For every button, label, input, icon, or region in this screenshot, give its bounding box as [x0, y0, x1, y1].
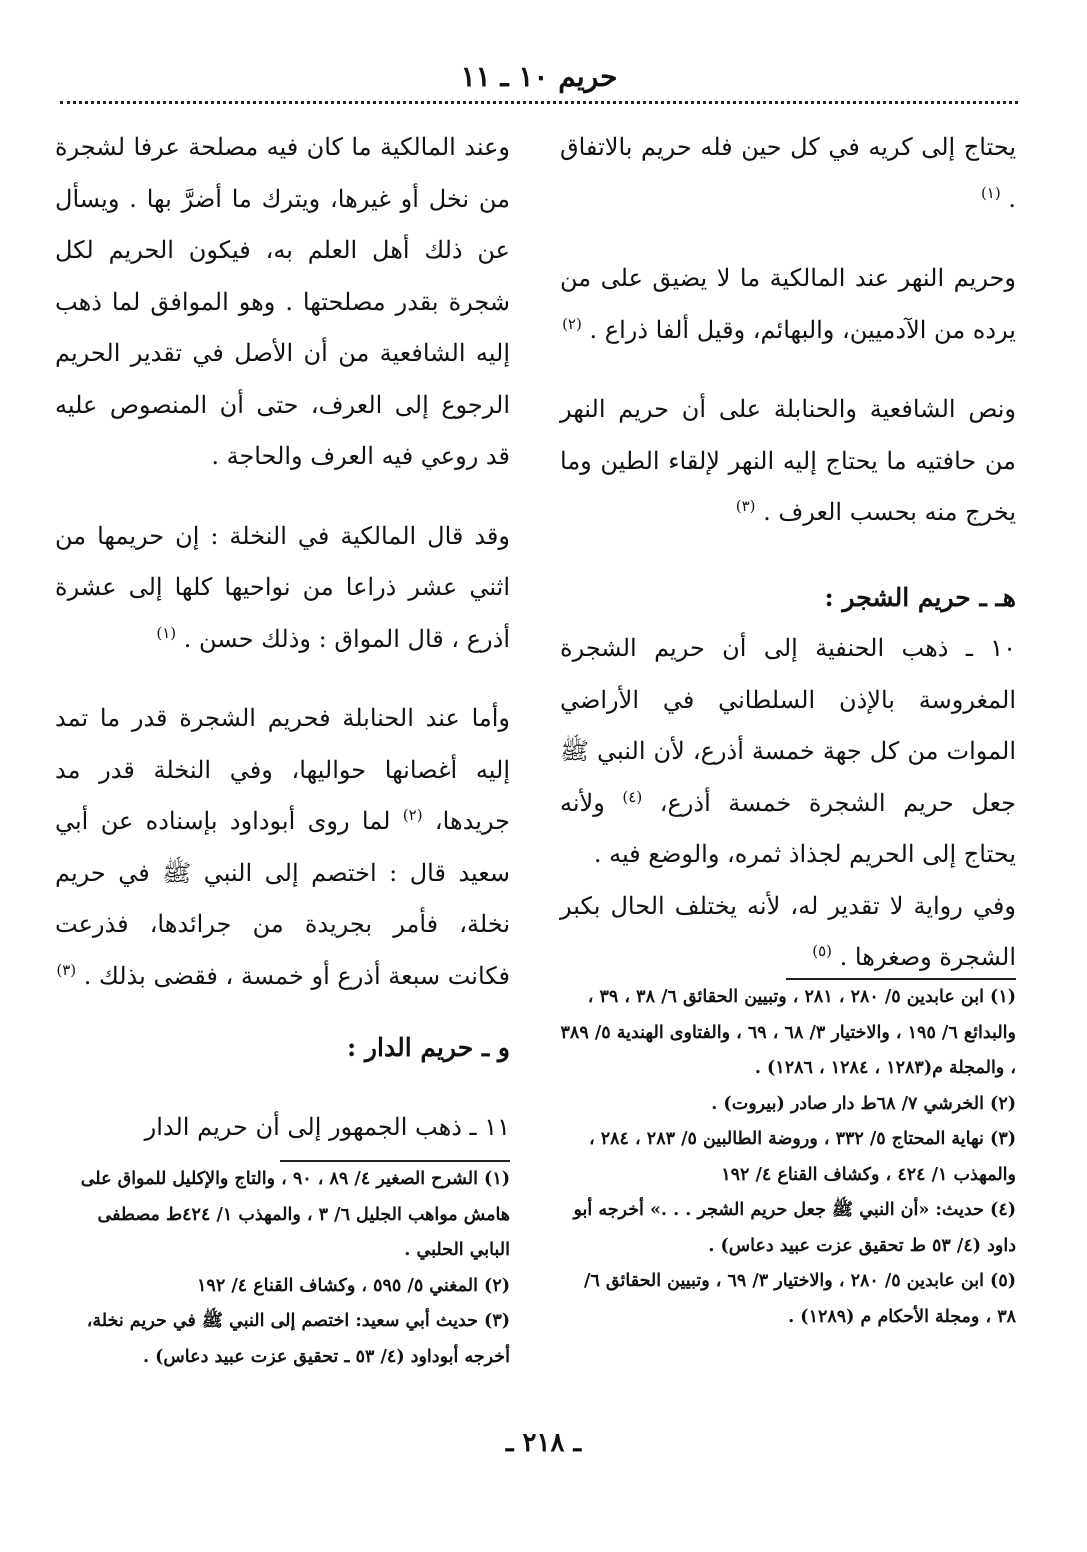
page-header: حريم ١٠ ـ ١١ [460, 60, 618, 93]
paragraph-text: ولأنه يحتاج إلى الحريم لجذاذ ثمره، والوضع فيه . [560, 788, 1016, 868]
right-column [560, 122, 1016, 984]
paragraph [55, 122, 510, 483]
footnote: (٤) حديث: «أن النبي ﷺ جعل حريم الشجر . . .» أخرجه أبو داود (٤/ ٥٣ ط تحقيق عزت عبيد دعاس) . [573, 1200, 1016, 1256]
footnote: (٥) ابن عابدين ٥/ ٢٨٠ ، والاختيار ٣/ ٦٩ ، وتبيين الحقائق ٦/ ٣٨ ، ومجلة الأحكام م (١٢٨٩) . [584, 1271, 1016, 1327]
paragraph-text: وحريم النهر عند المالكية ما لا يضيق على من يرده من الآدميين، والبهائم، وقيل ألفا ذراع . [560, 264, 1016, 344]
footnote: (١) الشرح الصغير ٤/ ٨٩ ، ٩٠ ، والتاج والإكليل للمواق على هامش مواهب الجليل ٦/ ٣ ، والمهذب ١/ ٤٢٤ط مصطفى البابي الحلبي . [80, 1169, 510, 1260]
footnote: (٣) حديث أبي سعيد: اختصم إلى النبي ﷺ في حريم نخلة، أخرجه أبوداود (٤/ ٥٣ ـ تحقيق عزت عبيد دعاس) . [86, 1311, 510, 1367]
paragraph [55, 511, 510, 666]
footnote: (٢) الخرشي ٧/ ٦٨ط دار صادر (بيروت) . [711, 1093, 1016, 1114]
footnote-ref: (٢) [402, 806, 423, 824]
paragraph-text: وأما عند الحنابلة فحريم الشجرة قدر ما تمد إليه أغصانها حواليها، وفي النخلة قدر مد جريدها، [55, 704, 511, 835]
paragraph-text: وقد قال المالكية في النخلة : إن حريمها من اثني عشر ذراعا من نواحيها كلها إلى عشرة أذرع ، قال المواق : وذلك حسن . [55, 521, 510, 653]
footnote: (٢) المغني ٥/ ٥٩٥ ، وكشاف القناع ٤/ ١٩٢ [197, 1275, 510, 1296]
paragraph [55, 693, 510, 1002]
section-heading: و ـ حريم الدار : [347, 1033, 510, 1062]
footnote-ref: (١) [980, 183, 1001, 202]
paragraph [560, 623, 1016, 881]
paragraph-text: يحتاج إلى كريه في كل حين فله حريم بالاتفاق . [560, 133, 1016, 213]
paragraph-text: ١٠ ـ ذهب الحنفية إلى أن حريم الشجرة المغروسة بالإذن السلطاني في الأراضي الموات من كل جهة خمسة أذرع، لأن النبي ﷺ جعل حريم الشجرة خمسة أذرع، [560, 634, 1016, 817]
paragraph [560, 253, 1016, 356]
paragraph [560, 881, 1016, 984]
header-divider [60, 101, 1018, 104]
right-footnotes [560, 978, 1016, 1335]
paragraph-text: ونص الشافعية والحنابلة على أن حريم النهر من حافتيه ما يحتاج إليه النهر لإلقاء الطين وما يخرج منه بحسب العرف . [560, 395, 1016, 526]
left-column [55, 122, 510, 1002]
footnote: (٣) نهاية المحتاج ٥/ ٣٣٢ ، وروضة الطالبين ٥/ ٢٨٣ ، ٢٨٤ ، والمهذب ١/ ٤٢٤ ، وكشاف القناع ٤/ ١٩٢ [589, 1129, 1016, 1185]
section-heading: هـ ـ حريم الشجر : [824, 582, 1016, 612]
footnote-ref: (٣) [56, 960, 77, 979]
footnote-ref: (٢) [562, 314, 582, 333]
footnote-ref: (١) [156, 623, 177, 642]
paragraph: ١١ ـ ذهب الجمهور إلى أن حريم الدار [144, 1112, 510, 1141]
paragraph-text: وفي رواية لا تقدير له، لأنه يختلف الحال بكبر الشجرة وصغرها . [560, 891, 1016, 971]
left-footnotes [55, 1160, 510, 1375]
paragraph-text: لما روى أبوداود بإسناده عن أبي سعيد قال : اختصم إلى النبي ﷺ في حريم نخلة، فأمر بجريدة من جرائدها، فذرعت فكانت سبعة أذرع أو خمسة ، فقضى بذلك . [55, 807, 510, 990]
paragraph-text: وعند المالكية ما كان فيه مصلحة عرفا لشجرة من نخل أو غيرها، ويترك ما أضرَّ بها . ويسأل عن ذلك أهل العلم به، فيكون الحريم لكل شجرة بقدر مصلحتها . وهو الموافق لما ذهب إليه الشافعية من أن الأصل في تقدير الحريم الرجوع إلى العرف، حتى أن المنصوص عليه قد روعي فيه العرف والحاجة . [55, 133, 510, 470]
footnote-ref: (٤) [622, 787, 643, 806]
paragraph [560, 122, 1016, 225]
paragraph [560, 384, 1016, 539]
footnote-ref: (٣) [735, 497, 756, 515]
footnote-ref: (٥) [812, 942, 833, 960]
footnote: (١) ابن عابدين ٥/ ٢٨٠ ، ٢٨١ ، وتبيين الحقائق ٦/ ٣٨ ، ٣٩ ، والبدائع ٦/ ١٩٥ ، والاختيار ٣/ ٦٨ ، ٦٩ ، والفتاوى الهندية ٥/ ٣٨٩ ، والمجلة م(١٢٨٣ ، ١٢٨٤ ، ١٢٨٦) . [560, 987, 1016, 1078]
page-number: ـ ٢١٨ ـ [505, 1428, 582, 1458]
left-section-d [55, 1022, 510, 1153]
